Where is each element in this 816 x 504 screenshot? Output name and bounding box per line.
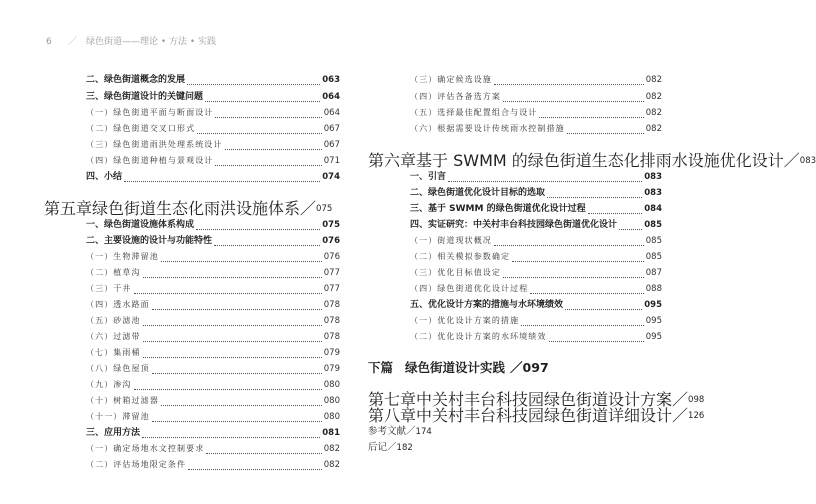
backmatter-title: 后记 <box>368 442 388 453</box>
running-title: 绿色街道——理论 • 方法 • 实践 <box>86 37 217 47</box>
entry-title: （三）优化目标值设定 <box>410 268 501 277</box>
toc-section-entry[interactable] <box>368 201 662 217</box>
entry-page: 085 <box>645 236 662 246</box>
toc-subsection-entry[interactable] <box>44 393 340 409</box>
toc-backmatter-entry[interactable] <box>368 440 662 456</box>
dot-leader <box>448 181 642 182</box>
entry-title: 一、引言 <box>410 172 447 182</box>
entry-title: （六）根据需要设计传统雨水控制措施 <box>410 124 565 133</box>
chapter-title: 中关村丰台科技园绿色街道设计方案 <box>416 390 673 409</box>
page-separator: ／ <box>783 151 800 170</box>
entry-page: 064 <box>322 92 340 102</box>
dot-leader <box>225 149 322 150</box>
entry-page: 076 <box>323 252 340 262</box>
entry-page: 082 <box>645 124 662 134</box>
entry-page: 095 <box>645 316 662 326</box>
entry-title: （四）透水路面 <box>86 300 150 309</box>
entry-page: 063 <box>322 75 340 85</box>
toc-subsection-entry[interactable] <box>368 233 662 249</box>
entry-title: （一）街道现状概况 <box>410 236 492 245</box>
dot-leader <box>143 325 322 326</box>
toc-subsection-entry[interactable] <box>368 105 662 121</box>
toc-section-entry[interactable] <box>44 169 340 185</box>
dot-leader <box>215 117 321 118</box>
dot-leader <box>187 84 320 85</box>
toc-section-entry[interactable] <box>44 425 340 441</box>
toc-part-heading[interactable] <box>368 358 662 378</box>
entry-page: 080 <box>323 412 340 422</box>
entry-page: 085 <box>644 220 662 230</box>
entry-page: 182 <box>396 443 413 453</box>
entry-page: 083 <box>644 172 662 182</box>
entry-title: （六）过滤带 <box>86 332 141 341</box>
page-separator: ／ <box>672 390 689 409</box>
entry-page: 080 <box>323 396 340 406</box>
entry-title: （三）干井 <box>86 284 132 293</box>
toc-subsection-entry[interactable] <box>44 361 340 377</box>
header-divider: ／ <box>68 37 78 47</box>
dot-leader <box>152 309 322 310</box>
toc-subsection-entry[interactable] <box>368 329 662 345</box>
dot-leader <box>206 453 321 454</box>
page-separator: ／ <box>406 426 416 437</box>
dot-leader <box>215 165 321 166</box>
entry-page: 084 <box>644 204 662 214</box>
toc-section-entry[interactable] <box>44 217 340 233</box>
toc-subsection-entry[interactable] <box>44 121 340 137</box>
entry-page: 078 <box>323 332 340 342</box>
toc-subsection-entry[interactable] <box>368 313 662 329</box>
dot-leader <box>588 213 643 214</box>
dot-leader <box>188 469 322 470</box>
entry-title: （四）评估各备选方案 <box>410 92 501 101</box>
toc-subsection-entry[interactable] <box>44 345 340 361</box>
toc-subsection-entry[interactable] <box>44 153 340 169</box>
toc-chapter-entry[interactable] <box>368 406 705 425</box>
page-separator: ／ <box>672 406 689 425</box>
entry-title: （二）绿色街道交叉口形式 <box>86 124 196 133</box>
part-number: 下篇 <box>368 360 394 375</box>
entry-title: （四）绿色街道优化设计过程 <box>410 284 529 293</box>
toc-section-entry[interactable] <box>44 72 340 88</box>
dot-leader <box>503 277 644 278</box>
page-number: 6 <box>46 37 52 47</box>
entry-page: 098 <box>688 395 705 405</box>
entry-page: 097 <box>522 360 549 375</box>
entry-page: 079 <box>323 364 340 374</box>
entry-page: 174 <box>415 427 432 437</box>
entry-page: 082 <box>645 108 662 118</box>
entry-page: 080 <box>323 380 340 390</box>
entry-title: 一、绿色街道设施体系构成 <box>86 220 195 230</box>
entry-page: 082 <box>645 75 662 85</box>
entry-title: （十一）滞留池 <box>86 412 150 421</box>
entry-title: （一）优化设计方案的措施 <box>410 316 520 325</box>
entry-page: 081 <box>322 428 340 438</box>
entry-page: 082 <box>323 444 340 454</box>
dot-leader <box>124 181 320 182</box>
entry-title: （二）评估场地限定条件 <box>86 460 187 469</box>
page-separator: ／ <box>387 442 397 453</box>
entry-title: 五、优化设计方案的措施与水环境绩效 <box>410 300 564 310</box>
dot-leader <box>619 229 642 230</box>
toc-subsection-entry[interactable] <box>44 281 340 297</box>
dot-leader <box>143 341 322 342</box>
toc-section-entry[interactable] <box>44 89 340 105</box>
entry-page: 095 <box>644 300 662 310</box>
entry-title: 四、小结 <box>86 172 123 182</box>
toc-subsection-entry[interactable] <box>368 249 662 265</box>
dot-leader <box>494 84 644 85</box>
entry-title: （五）选择最佳配置组合与设计 <box>410 108 538 117</box>
dot-leader <box>196 229 320 230</box>
entry-title: （四）绿色街道种植与景观设计 <box>86 156 214 165</box>
entry-page: 074 <box>322 172 340 182</box>
entry-page: 079 <box>323 348 340 358</box>
toc-subsection-entry[interactable] <box>44 137 340 153</box>
entry-page: 088 <box>645 284 662 294</box>
toc-chapter-entry[interactable] <box>44 201 340 217</box>
toc-section-entry[interactable] <box>368 217 662 233</box>
chapter-title: 绿色街道生态化雨洪设施体系 <box>92 199 301 218</box>
toc-subsection-entry[interactable] <box>44 249 340 265</box>
entry-title: 三、应用方法 <box>86 428 141 438</box>
page-separator: ／ <box>300 199 317 218</box>
entry-page: 078 <box>323 316 340 326</box>
entry-page: 126 <box>688 411 705 421</box>
dot-leader <box>143 277 322 278</box>
entry-page: 075 <box>316 204 333 214</box>
dot-leader <box>134 389 322 390</box>
entry-title: （七）集雨桶 <box>86 348 141 357</box>
entry-page: 083 <box>799 156 816 166</box>
entry-title: （五）砂滤池 <box>86 316 141 325</box>
entry-page: 095 <box>645 332 662 342</box>
entry-title: （二）植草沟 <box>86 268 141 277</box>
entry-page: 067 <box>323 140 340 150</box>
dot-leader <box>494 245 644 246</box>
dot-leader <box>565 309 642 310</box>
dot-leader <box>539 117 643 118</box>
entry-title: （三）绿色街道雨洪处理系统设计 <box>86 140 223 149</box>
toc-subsection-entry[interactable] <box>44 297 340 313</box>
toc-subsection-entry[interactable] <box>44 377 340 393</box>
entry-title: （二）相关模拟参数确定 <box>410 252 511 261</box>
entry-page: 076 <box>322 236 340 246</box>
entry-title: 二、绿色街道概念的发展 <box>86 75 186 85</box>
backmatter-title: 参考文献 <box>368 426 407 437</box>
part-title: 绿色街道设计实践 <box>405 360 506 375</box>
entry-title: （八）绿色屋顶 <box>86 364 150 373</box>
toc-backmatter-entry[interactable] <box>368 424 662 440</box>
entry-title: （十）树箱过滤器 <box>86 396 159 405</box>
dot-leader <box>161 261 322 262</box>
entry-page: 083 <box>644 188 662 198</box>
entry-title: 三、绿色街道设计的关键问题 <box>86 92 204 102</box>
dot-leader <box>549 341 644 342</box>
toc-subsection-entry[interactable] <box>368 72 662 88</box>
chapter-title: 中关村丰台科技园绿色街道详细设计 <box>416 406 673 425</box>
page-separator: ／ <box>510 360 523 375</box>
chapter-title: 基于 SWMM 的绿色街道生态化排雨水设施优化设计 <box>416 151 784 170</box>
entry-title: （一）绿色街道平面与断面设计 <box>86 108 214 117</box>
entry-title: 三、基于 SWMM 的绿色街道优化设计过程 <box>410 204 586 214</box>
entry-page: 075 <box>322 220 340 230</box>
entry-title: （九）渗沟 <box>86 380 132 389</box>
entry-page: 077 <box>323 268 340 278</box>
entry-page: 067 <box>323 124 340 134</box>
toc-chapter-entry[interactable] <box>368 151 816 170</box>
entry-page: 087 <box>645 268 662 278</box>
entry-title: （三）确定候选设施 <box>410 75 492 84</box>
dot-leader <box>134 293 322 294</box>
toc-subsection-entry[interactable] <box>44 313 340 329</box>
chapter-number: 第七章 <box>368 390 417 409</box>
toc-subsection-entry[interactable] <box>44 265 340 281</box>
entry-title: （一）生物滞留池 <box>86 252 159 261</box>
toc-section-entry[interactable] <box>368 185 662 201</box>
entry-page: 082 <box>645 92 662 102</box>
entry-page: 064 <box>323 108 340 118</box>
toc-subsection-entry[interactable] <box>44 329 340 345</box>
entry-page: 082 <box>323 460 340 470</box>
chapter-number: 第八章 <box>368 406 417 425</box>
toc-section-entry[interactable] <box>368 297 662 313</box>
toc-subsection-entry[interactable] <box>368 121 662 137</box>
dot-leader <box>197 133 322 134</box>
dot-leader <box>205 101 320 102</box>
toc-section-entry[interactable] <box>44 233 340 249</box>
dot-leader <box>152 373 322 374</box>
dot-leader <box>567 133 644 134</box>
chapter-number: 第五章 <box>44 199 93 218</box>
dot-leader <box>547 197 642 198</box>
dot-leader <box>530 293 643 294</box>
toc-subsection-entry[interactable] <box>44 409 340 425</box>
entry-page: 085 <box>645 252 662 262</box>
dot-leader <box>142 437 320 438</box>
dot-leader <box>503 101 644 102</box>
entry-title: （一）确定场地水文控制要求 <box>86 444 205 453</box>
toc-subsection-entry[interactable] <box>368 89 662 105</box>
toc-subsection-entry[interactable] <box>368 265 662 281</box>
dot-leader <box>152 421 322 422</box>
entry-title: 二、主要设施的设计与功能特性 <box>86 236 213 246</box>
toc-subsection-entry[interactable] <box>44 441 340 457</box>
toc-subsection-entry[interactable] <box>44 457 340 473</box>
dot-leader <box>521 325 644 326</box>
entry-page: 077 <box>323 284 340 294</box>
dot-leader <box>214 245 320 246</box>
dot-leader <box>161 405 322 406</box>
toc-subsection-entry[interactable] <box>368 281 662 297</box>
page-header <box>46 34 216 48</box>
entry-title: 四、实证研究：中关村丰台科技园绿色街道优化设计 <box>410 220 618 230</box>
toc-section-entry[interactable] <box>368 169 662 185</box>
toc-subsection-entry[interactable] <box>44 105 340 121</box>
dot-leader <box>512 261 644 262</box>
entry-title: （二）优化设计方案的水环境绩效 <box>410 332 547 341</box>
entry-page: 071 <box>323 156 340 166</box>
entry-title: 二、绿色街道优化设计目标的选取 <box>410 188 546 198</box>
dot-leader <box>143 357 322 358</box>
chapter-number: 第六章 <box>368 151 417 170</box>
entry-page: 078 <box>323 300 340 310</box>
